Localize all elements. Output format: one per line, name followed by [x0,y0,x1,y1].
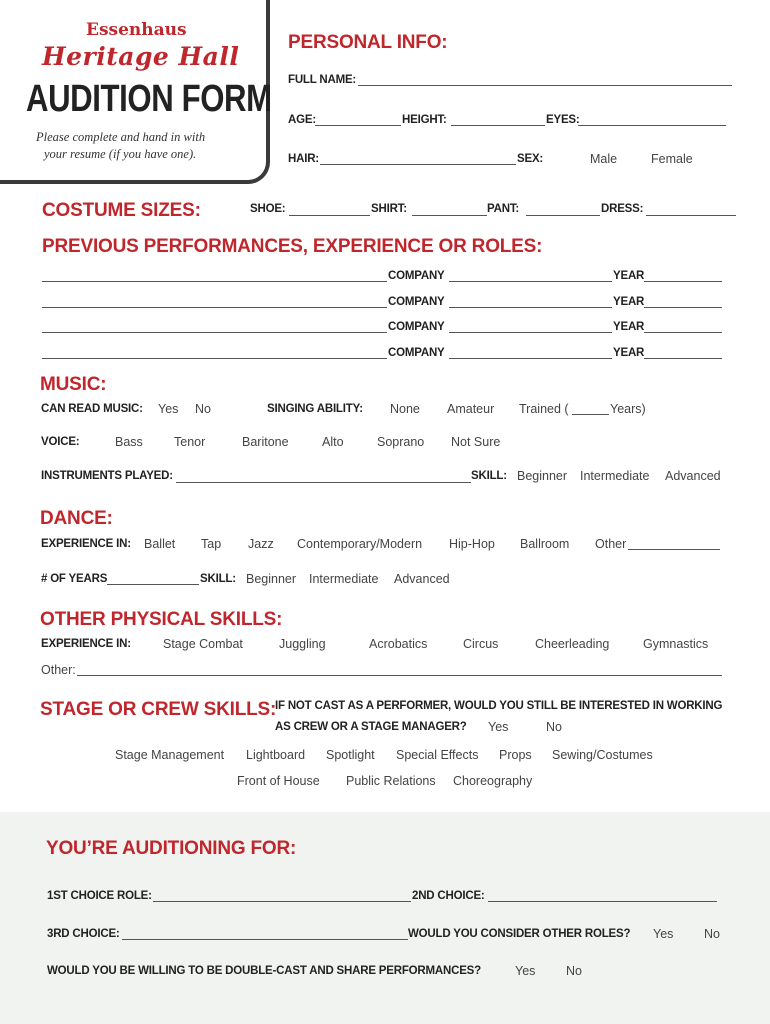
dress-field[interactable] [646,215,736,216]
role-field[interactable] [42,332,387,333]
physical-option-stage-combat[interactable]: Stage Combat [163,637,243,651]
dance-option-ballroom[interactable]: Ballroom [520,537,570,551]
crew-yes-option[interactable]: Yes [488,720,509,734]
company-field[interactable] [449,307,612,308]
dance-option-ballet[interactable]: Ballet [144,537,176,551]
hair-label: HAIR: [288,153,319,165]
dance-option-contemporary[interactable]: Contemporary/Modern [297,537,423,551]
year-field[interactable] [644,332,722,333]
brand-small: Essenhaus [86,20,187,40]
dress-label: DRESS: [601,203,644,215]
height-field[interactable] [451,125,545,126]
other-roles-yes-option[interactable]: Yes [653,927,674,941]
crew-option-special-effects[interactable]: Special Effects [396,748,479,762]
sex-option-female[interactable]: Female [651,152,693,166]
third-choice-label: 3RD CHOICE: [47,928,120,940]
can-read-yes-option[interactable]: Yes [158,402,179,416]
crew-option-front-of-house[interactable]: Front of House [237,774,320,788]
double-cast-label: WOULD YOU BE WILLING TO BE DOUBLE-CAST AND SHARE PERFORMANCES? [47,965,481,977]
voice-option-alto[interactable]: Alto [322,435,344,449]
physical-option-acrobatics[interactable]: Acrobatics [369,637,428,651]
dance-skill-advanced[interactable]: Advanced [394,572,450,586]
music-skill-advanced[interactable]: Advanced [665,469,721,483]
company-label: COMPANY [388,270,445,282]
eyes-field[interactable] [578,125,726,126]
physical-option-gymnastics[interactable]: Gymnastics [643,637,709,651]
company-field[interactable] [449,358,612,359]
physical-other-field[interactable] [77,675,722,676]
singing-amateur-option[interactable]: Amateur [447,402,495,416]
crew-question-line-2: AS CREW OR A STAGE MANAGER? [275,721,467,733]
pant-field[interactable] [526,215,600,216]
pant-label: PANT: [487,203,520,215]
second-choice-field[interactable] [488,901,717,902]
dance-option-other[interactable]: Other [595,537,627,551]
year-field[interactable] [644,307,722,308]
singing-ability-label: SINGING ABILITY: [267,403,363,415]
singing-none-option[interactable]: None [390,402,420,416]
auditioning-heading: YOU’RE AUDITIONING FOR: [46,838,297,859]
voice-option-bass[interactable]: Bass [115,435,143,449]
age-field[interactable] [315,125,401,126]
voice-option-soprano[interactable]: Soprano [377,435,425,449]
can-read-no-option[interactable]: No [195,402,211,416]
crew-option-sewing-costumes[interactable]: Sewing/Costumes [552,748,653,762]
company-label: COMPANY [388,296,445,308]
shoe-field[interactable] [289,215,370,216]
year-label: YEAR [613,321,645,333]
brand-logo: Heritage Hall [42,42,240,71]
year-field[interactable] [644,358,722,359]
hair-field[interactable] [320,164,516,165]
full-name-label: FULL NAME: [288,74,357,86]
dance-skill-beginner[interactable]: Beginner [246,572,297,586]
company-label: COMPANY [388,347,445,359]
can-read-music-label: CAN READ MUSIC: [41,403,143,415]
physical-option-circus[interactable]: Circus [463,637,499,651]
personal-info-heading: PERSONAL INFO: [288,32,448,53]
previous-performances-heading: PREVIOUS PERFORMANCES, EXPERIENCE OR ROLES: [42,236,543,257]
shirt-field[interactable] [412,215,487,216]
music-skill-beginner[interactable]: Beginner [517,469,568,483]
sex-option-male[interactable]: Male [590,152,618,166]
age-label: AGE: [288,114,316,126]
height-label: HEIGHT: [402,114,447,126]
instruction-line-1: Please complete and hand in with [36,130,206,144]
year-label: YEAR [613,296,645,308]
other-roles-label: WOULD YOU CONSIDER OTHER ROLES? [408,928,631,940]
other-roles-no-option[interactable]: No [704,927,720,941]
shoe-label: SHOE: [250,203,286,215]
sex-label: SEX: [517,153,544,165]
instruction-line-2: your resume (if you have one). [44,147,197,161]
dance-experience-label: EXPERIENCE IN: [41,538,131,550]
crew-option-lightboard[interactable]: Lightboard [246,748,306,762]
year-label: YEAR [613,270,645,282]
dance-skill-label: SKILL: [200,573,236,585]
physical-other-label: Other: [41,663,76,677]
physical-option-juggling[interactable]: Juggling [279,637,326,651]
music-heading: MUSIC: [40,374,107,395]
instruments-label: INSTRUMENTS PLAYED: [41,470,173,482]
physical-experience-label: EXPERIENCE IN: [41,638,131,650]
first-choice-field[interactable] [153,901,411,902]
voice-option-baritone[interactable]: Baritone [242,435,289,449]
dance-other-field[interactable] [628,549,720,550]
costume-sizes-heading: COSTUME SIZES: [42,200,201,221]
instruments-field[interactable] [176,482,471,483]
dance-option-tap[interactable]: Tap [201,537,222,551]
crew-option-stage-management[interactable]: Stage Management [115,748,225,762]
crew-question-line-1: IF NOT CAST AS A PERFORMER, WOULD YOU STILL BE INTERESTED IN WORKING [275,700,723,712]
dance-years-label: # OF YEARS [41,573,108,585]
third-choice-field[interactable] [122,939,408,940]
crew-skills-heading: STAGE OR CREW SKILLS: [40,699,277,720]
voice-option-tenor[interactable]: Tenor [174,435,206,449]
second-choice-label: 2ND CHOICE: [412,890,485,902]
dance-heading: DANCE: [40,508,113,529]
voice-option-not-sure[interactable]: Not Sure [451,435,501,449]
role-field[interactable] [42,281,387,282]
music-skill-intermediate[interactable]: Intermediate [580,469,650,483]
year-field[interactable] [644,281,722,282]
physical-skills-heading: OTHER PHYSICAL SKILLS: [40,609,283,630]
crew-option-props[interactable]: Props [499,748,532,762]
page-title: AUDITION FORM [26,78,272,120]
crew-no-option[interactable]: No [546,720,562,734]
company-field[interactable] [449,281,612,282]
role-field[interactable] [42,307,387,308]
dance-option-jazz[interactable]: Jazz [248,537,274,551]
dance-years-field[interactable] [107,584,199,585]
dance-skill-intermediate[interactable]: Intermediate [309,572,379,586]
voice-label: VOICE: [41,436,80,448]
eyes-label: EYES: [546,114,580,126]
singing-trained-option[interactable]: Trained ( [519,402,569,416]
first-choice-label: 1ST CHOICE ROLE: [47,890,152,902]
dance-option-hip-hop[interactable]: Hip-Hop [449,537,495,551]
company-label: COMPANY [388,321,445,333]
crew-option-choreography[interactable]: Choreography [453,774,533,788]
crew-option-public-relations[interactable]: Public Relations [346,774,436,788]
shirt-label: SHIRT: [371,203,407,215]
crew-option-spotlight[interactable]: Spotlight [326,748,375,762]
double-cast-no-option[interactable]: No [566,964,582,978]
physical-option-cheerleading[interactable]: Cheerleading [535,637,610,651]
trained-years-field[interactable] [572,414,609,415]
year-label: YEAR [613,347,645,359]
company-field[interactable] [449,332,612,333]
double-cast-yes-option[interactable]: Yes [515,964,536,978]
trained-years-suffix: Years) [610,402,646,416]
music-skill-label: SKILL: [471,470,507,482]
full-name-field[interactable] [358,85,732,86]
role-field[interactable] [42,358,387,359]
